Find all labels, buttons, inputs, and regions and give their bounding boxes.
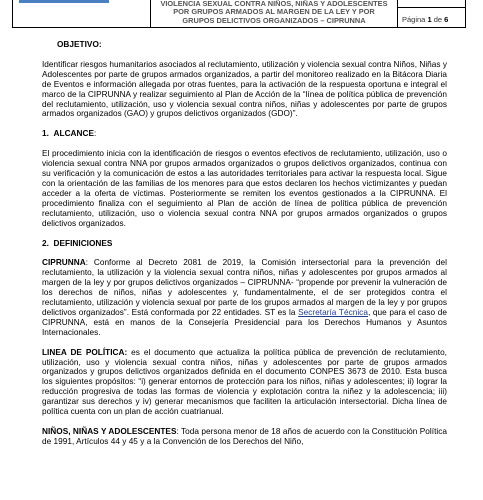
header-title-line: GRUPOS DELICTIVOS ORGANIZADOS – CIPRUNNA [182,15,366,25]
definition-ciprunna: CIPRUNNA: Conforme al Decreto 2081 de 2019, la Comisión intersectorial para la prevención del reclutamiento, la utilización y la violencia sexual contra niños, niñas y adolescentes por grupos armados al margen de la ley y por grupos delictivos organizados – CIPRUNNA- “propende por prevenir la vulneración de los derechos de niños, niñas y adolescentes y, fundamentalmente, el de ser protegidos contra el reclutamiento, utilización y violencia sexual por parte de los grupos armados al margen de la ley y por grupos delictivos organizados”. Está conformada por 22 entidades. ST es la Secretaría Técnica, que para el caso de CIPRUNNA, está en manos de la Consejería Presidencial para los Derechos Humanos y Asuntos Internacionales. [42,258,447,337]
document-body [42,40,447,447]
logo-strip [19,0,109,3]
spacer [42,229,447,239]
definiciones-heading: 2. DEFINICIONES [42,238,113,248]
header-title [151,0,398,27]
header-title-line: POR GRUPOS ARMADOS AL MARGEN DE LA LEY Y POR [173,7,375,17]
objetivo-text: Identificar riesgos humanitarios asociados al reclutamiento, utilización y violencia sexual contra Niños, Niñas y Adolescentes por parte de grupos armados organizados, a partir del monitoreo realizado en la Bitácora Diaria de Eventos e información allegada por otras fuentes, para la activación de la respuesta oportuna e integral el marco de la CIPRUNNA y realizar seguimiento al Plan de Acción de la “línea de política pública de prevención del reclutamiento, utilización, uso y violencia sexual contra niños, niñas y adolescentes por parte de grupos armados organizados (GAO) y grupos delictivos organizados (GDO)”. [42,59,447,119]
document-header [12,0,466,28]
spacer [42,338,447,348]
page-number: Página 1 de 6 [402,15,449,24]
spacer [42,50,447,60]
spacer [42,417,447,427]
header-page-cell [398,0,466,27]
spacer [42,248,447,258]
alcance-text: El procedimiento inicia con la identificación de riesgos o eventos efectivos de reclutamiento, utilización, uso o violencia sexual contra NNA por grupos armados organizados o grupos delictivos organizados, continua con su verificación y la comunicación de estos a las autoridades territoriales para activar la respuesta local. Sigue con la orientación de las familias de los menores para que estos declaren los hechos victimizantes y puedan acceder a la oferta de víctimas. Posteriormente se remiten los eventos gestionados a la CIPRUNNA. El procedimiento finaliza con el seguimiento al Plan de acción de línea de política pública de prevención reclutamiento, utilización, uso o violencia sexual contra NNA por grupos armados organizados o grupos delictivos organizados. [42,149,447,228]
spacer [42,119,447,129]
secretaria-tecnica-link[interactable]: Secretaría Técnica [298,307,368,317]
definition-nna: NIÑOS, NIÑAS Y ADOLESCENTES: Toda persona menor de 18 años de acuerdo con la Constitución Política de 1991, Artículos 44 y 45 y a la Convención de los Derechos del Niño, [42,427,447,446]
spacer [42,139,447,149]
divider [398,7,466,8]
alcance-heading: 1. ALCANCE: [42,129,97,139]
objetivo-heading: OBJETIVO: [57,40,102,49]
header-logo-area [13,0,151,27]
header-title-line: VIOLENCIA SEXUAL CONTRA NIÑOS, NIÑAS Y ADOLESCENTES [160,0,388,8]
definition-linea-politica: LINEA DE POLÍTICA: es el documento que actualiza la política pública de prevención de reclutamiento, utilización, uso y violencia sexual contra niños, niñas y adolescentes por parte de grupos armados organizados y grupos delictivos organizados definida en el documento CONPES 3673 de 2010. Esta busca los siguientes propósitos: “i) generar entornos de protección para los niños, niñas y adolescentes; ii) lograr la reducción progresiva de todas las formas de violencia y explotación contra la niñez y la adolescencia; iii) garantizar sus derechos y iv) generar mecanismos que faciliten la articulación intersectorial. Dicha línea de política cuenta con un plan de acción cuatrianual. [42,347,447,417]
